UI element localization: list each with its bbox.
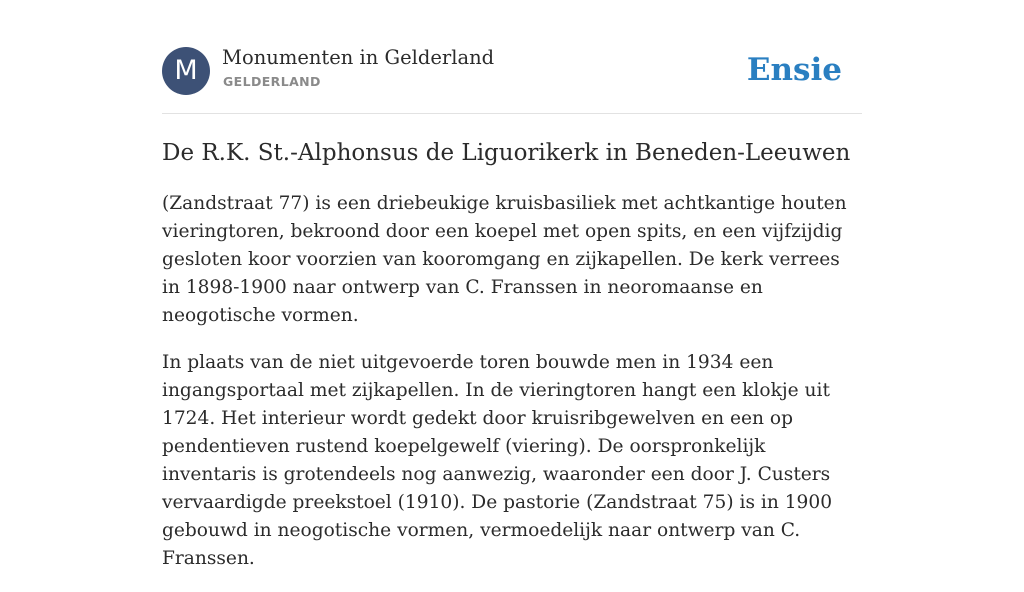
- article-title: De R.K. St.-Alphonsus de Liguorikerk in Beneden-Leeuwen: [162, 140, 851, 166]
- page-header: [162, 46, 862, 96]
- brand-logo[interactable]: Ensie: [746, 52, 842, 88]
- avatar[interactable]: M: [162, 47, 210, 95]
- header-divider: [162, 113, 862, 114]
- site-subtitle[interactable]: GELDERLAND: [223, 74, 321, 89]
- article-paragraph: (Zandstraat 77) is een driebeukige kruisbasiliek met achtkantige houten vieringtoren, bekroond door een koepel met open spits, en een vijfzijdig gesloten koor voorzien van kooromgang en zijkapellen. De kerk verrees in 1898-1900 naar ontwerp van C. Franssen in neoromaanse en neogotische vormen.: [162, 193, 847, 326]
- article-paragraph: In plaats van de niet uitgevoerde toren bouwde men in 1934 een ingangsportaal met zijkapellen. In de vieringtoren hangt een klokje uit 1724. Het interieur wordt gedekt door kruisribgewelven en een op pendentieven rustend koepelgewelf (viering). De oorspronkelijk inventaris is grotendeels nog aanwezig, waaronder een door J. Custers vervaardigde preekstoel (1910). De pastorie (Zandstraat 75) is in 1900 gebouwd in neogotische vormen, vermoedelijk naar ontwerp van C. Franssen.: [162, 352, 833, 569]
- article-body: [162, 190, 862, 592]
- site-title[interactable]: Monumenten in Gelderland: [222, 46, 495, 69]
